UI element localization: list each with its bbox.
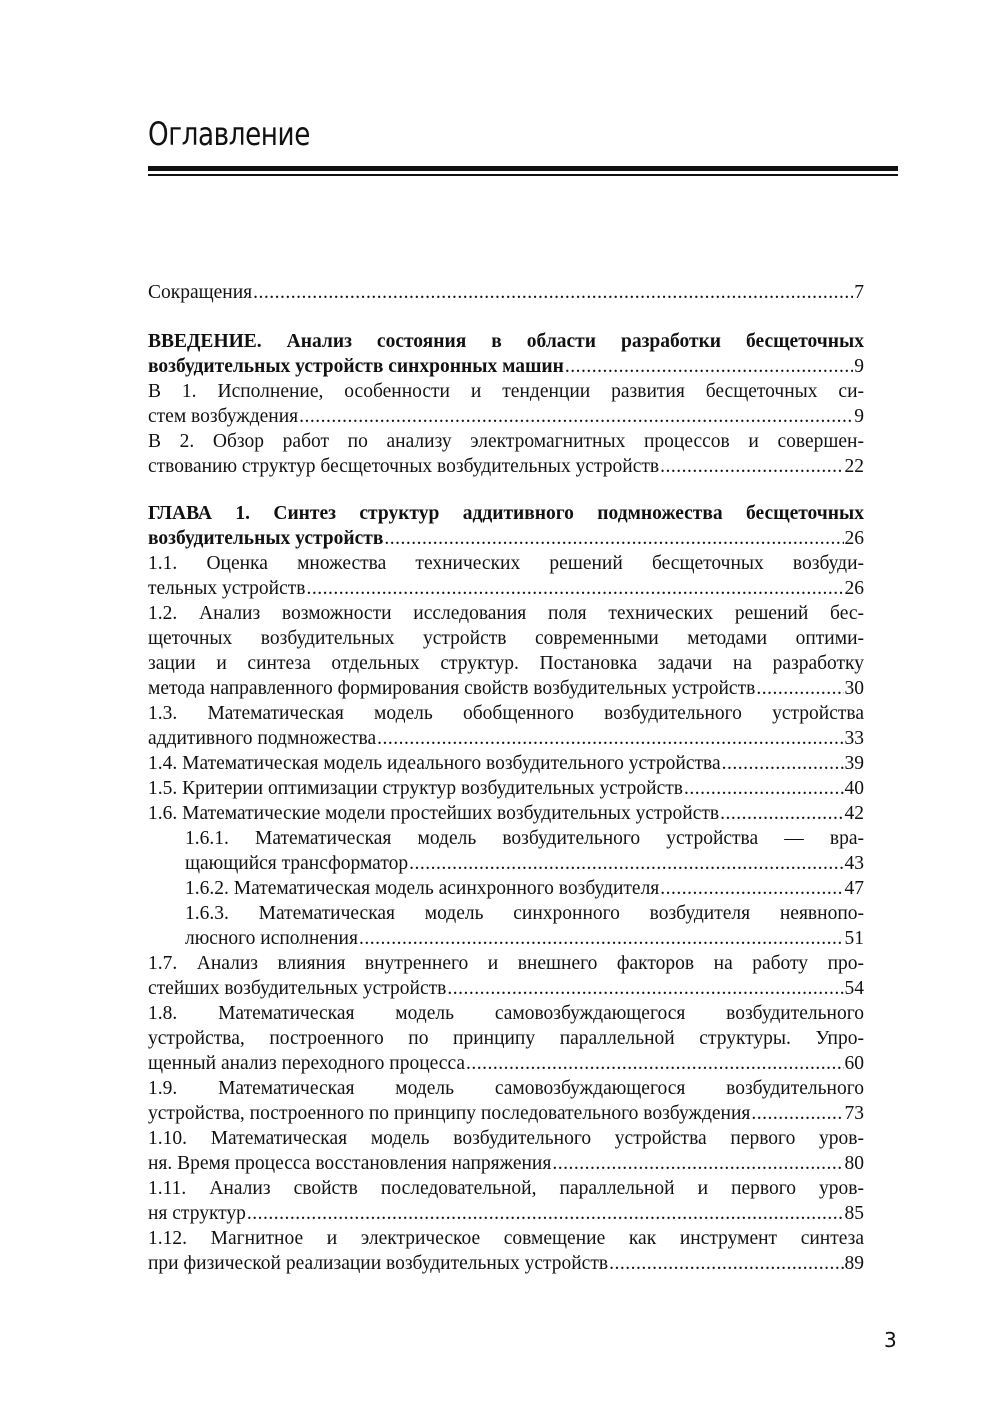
page-ref: 22 xyxy=(844,456,864,477)
toc-entry-1-2[interactable]: 1.2. Анализ возможности исследования поля технических решений бес- щеточных возбудительных устройств современными методами оптими- зации и синтеза отдельных структур. Постановка задачи на разработку метода направленного формирования свойств возбудительных устройств ..... 30 xyxy=(148,601,864,701)
page-ref: 9 xyxy=(854,406,864,427)
page-ref: 73 xyxy=(844,1103,864,1124)
toc-entry-1-12[interactable]: 1.12. Магнитное и электрическое совмещение как инструмент синтеза при физической реализации возбудительных устройств ..... 89 xyxy=(148,1226,864,1276)
toc-entry-1-6-3[interactable]: 1.6.3. Математическая модель синхронного возбудителя неявнопо- люсного исполнения ..... 51 xyxy=(148,901,864,951)
page-ref: 80 xyxy=(844,1153,864,1174)
page-ref: 7 xyxy=(854,282,864,303)
toc-entry-b2[interactable]: В 2. Обзор работ по анализу электромагнитных процессов и совершен- ствованию структур бесщеточных возбудительных устройств ..... 22 xyxy=(148,429,864,479)
title-rule-thick xyxy=(148,166,898,171)
page-ref: 60 xyxy=(844,1053,864,1074)
toc-entry-1-5[interactable]: 1.5. Критерии оптимизации структур возбудительных устройств ..... 40 xyxy=(148,776,864,801)
page-ref: 9 xyxy=(854,356,864,377)
page-ref: 85 xyxy=(844,1203,864,1224)
toc-entry-1-4[interactable]: 1.4. Математическая модель идеального возбудительного устройства ..... 39 xyxy=(148,751,864,776)
page-ref: 51 xyxy=(844,928,864,949)
toc-entry-1-3[interactable]: 1.3. Математическая модель обобщенного возбудительного устройства аддитивного подмножества ..... 33 xyxy=(148,701,864,751)
toc-entry-b1[interactable]: В 1. Исполнение, особенности и тенденции развития бесщеточных си- стем возбуждения ..... 9 xyxy=(148,379,864,429)
title-rule-thin xyxy=(148,174,898,176)
page-ref: 26 xyxy=(844,528,864,549)
page-ref: 26 xyxy=(844,578,864,599)
page-ref: 33 xyxy=(844,728,864,749)
toc-entry-1-6-1[interactable]: 1.6.1. Математическая модель возбудительного устройства — вра- щающийся трансформатор ..... 43 xyxy=(148,826,864,876)
toc-entry-1-9[interactable]: 1.9. Математическая модель самовозбуждающегося возбудительного устройства, построенного по принципу последовательного возбуждения ..... 73 xyxy=(148,1076,864,1126)
toc-entry-1-7[interactable]: 1.7. Анализ влияния внутреннего и внешнего факторов на работу про- стейших возбудительных устройств ..... 54 xyxy=(148,951,864,1001)
toc-entry-chapter-1[interactable]: ГЛАВА 1. Синтез структур аддитивного подмножества бесщеточных возбудительных устройств ..... 26 xyxy=(148,501,864,551)
toc-entry-1-10[interactable]: 1.10. Математическая модель возбудительного устройства первого уров- ня. Время процесса восстановления напряжения ..... 80 xyxy=(148,1126,864,1176)
page-ref: 30 xyxy=(844,678,864,699)
toc-entry-introduction[interactable]: ВВЕДЕНИЕ. Анализ состояния в области разработки бесщеточных возбудительных устройств синхронных машин ..... 9 xyxy=(148,329,864,379)
toc-entry-1-8[interactable]: 1.8. Математическая модель самовозбуждающегося возбудительного устройства, построенного по принципу параллельной структуры. Упро- щенный анализ переходного процесса ..... 60 xyxy=(148,1001,864,1076)
page-ref: 47 xyxy=(844,878,864,899)
page-ref: 54 xyxy=(844,978,864,999)
page-title: Оглавление xyxy=(148,115,310,153)
toc-entry-1-6-2[interactable]: 1.6.2. Математическая модель асинхронного возбудителя ..... 47 xyxy=(148,876,864,901)
toc-entry-1-6[interactable]: 1.6. Математические модели простейших возбудительных устройств ..... 42 xyxy=(148,801,864,826)
page-ref: 40 xyxy=(844,778,864,799)
toc-entry-1-1[interactable]: 1.1. Оценка множества технических решений бесщеточных возбуди- тельных устройств ..... 26 xyxy=(148,551,864,601)
toc-entry-1-11[interactable]: 1.11. Анализ свойств последовательной, параллельной и первого уров- ня структур ..... 85 xyxy=(148,1176,864,1226)
page-ref: 43 xyxy=(844,853,864,874)
page-ref: 39 xyxy=(844,753,864,774)
table-of-contents xyxy=(148,280,864,1276)
toc-entry-abbreviations[interactable]: Сокращения ..... 7 xyxy=(148,280,864,305)
page-ref: 42 xyxy=(844,803,864,824)
page-ref: 89 xyxy=(844,1253,864,1274)
page-number: 3 xyxy=(884,1328,897,1352)
